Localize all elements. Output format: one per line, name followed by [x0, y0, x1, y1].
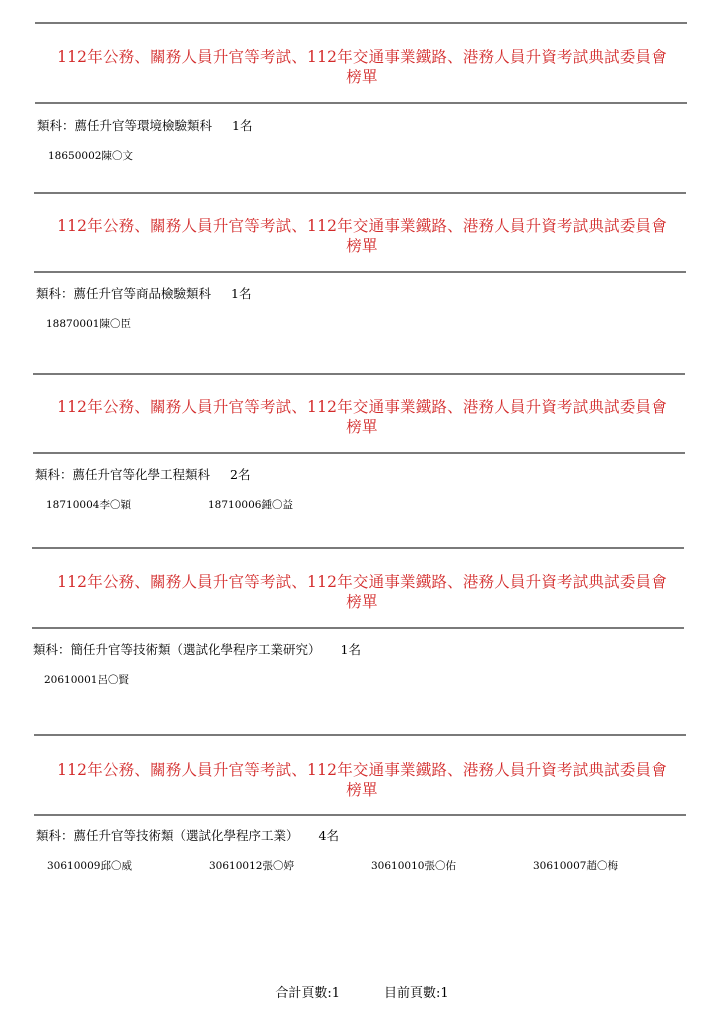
subject-label: 類科：簡任升官等技術類（選試化學程序工業研究） [33, 642, 321, 657]
subject-label: 類科：薦任升官等技術類（選試化學程序工業） [36, 828, 299, 843]
list-item: 18710006鍾〇益 [208, 499, 293, 511]
total-pages: 合計頁數:1 [275, 986, 340, 1001]
list-item: 18650002陳〇文 [48, 150, 133, 162]
title-line-1: 112年公務、關務人員升官等考試、112年交通事業鐵路、港務人員升資考試典試委員會 [57, 761, 667, 779]
list-item: 18870001陳〇臣 [46, 318, 131, 330]
page-footer [0, 982, 724, 1001]
title-line-2: 榜單 [346, 781, 378, 799]
list-item: 30610012張〇婷 [209, 860, 294, 872]
admit-count: 4名 [318, 828, 339, 843]
title-line-2: 榜單 [346, 237, 378, 255]
admit-count: 2名 [230, 467, 251, 482]
admit-count: 1名 [231, 286, 252, 301]
section-title [0, 760, 724, 800]
admit-count: 1名 [232, 118, 253, 133]
list-item: 30610010張〇佑 [371, 860, 456, 872]
list-item: 30610007趙〇梅 [533, 860, 618, 872]
title-line-1: 112年公務、關務人員升官等考試、112年交通事業鐵路、港務人員升資考試典試委員會 [57, 217, 667, 235]
title-line-1: 112年公務、關務人員升官等考試、112年交通事業鐵路、港務人員升資考試典試委員會 [57, 398, 667, 416]
title-line-1: 112年公務、關務人員升官等考試、112年交通事業鐵路、港務人員升資考試典試委員會 [57, 573, 667, 591]
title-line-2: 榜單 [346, 593, 378, 611]
current-page: 目前頁數:1 [384, 986, 449, 1001]
list-item: 30610009邱〇威 [47, 860, 132, 872]
subject-line [36, 826, 339, 844]
subject-label: 類科：薦任升官等化學工程類科 [35, 467, 211, 482]
subject-label: 類科：薦任升官等環境檢驗類科 [37, 118, 213, 133]
subject-label: 類科：薦任升官等商品檢驗類科 [36, 286, 212, 301]
admit-count: 1名 [340, 642, 361, 657]
rule-top [34, 734, 686, 736]
list-item: 20610001呂〇賢 [44, 674, 129, 686]
rule-mid [34, 814, 686, 816]
list-item: 18710004李〇穎 [46, 499, 131, 511]
title-line-2: 榜單 [346, 418, 378, 436]
title-line-2: 榜單 [346, 68, 378, 86]
title-line-1: 112年公務、關務人員升官等考試、112年交通事業鐵路、港務人員升資考試典試委員會 [57, 48, 667, 66]
